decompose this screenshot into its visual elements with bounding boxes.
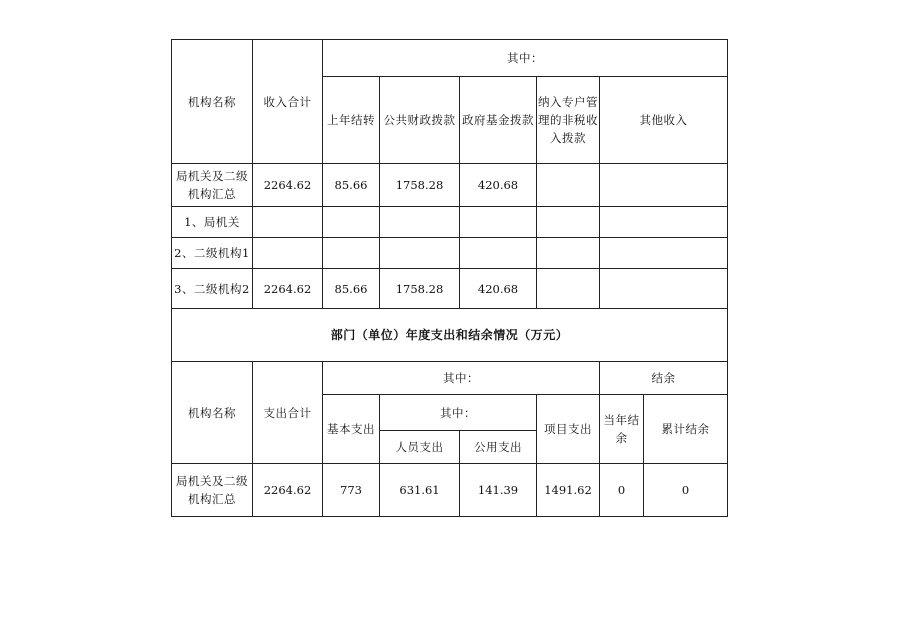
expense-row-current-balance: 0 bbox=[600, 464, 644, 517]
income-row-prev: 85.66 bbox=[323, 269, 380, 309]
expense-row-name: 局机关及二级机构汇总 bbox=[172, 464, 253, 517]
income-col-other-header: 其他收入 bbox=[600, 77, 728, 164]
expense-row-total: 2264.62 bbox=[253, 464, 323, 517]
expense-col-project-header: 项目支出 bbox=[537, 395, 600, 464]
income-row-nontax bbox=[537, 164, 600, 207]
table-row bbox=[172, 164, 728, 207]
income-row-total: 2264.62 bbox=[253, 164, 323, 207]
income-col-prev-header: 上年结转 bbox=[323, 77, 380, 164]
income-row-public bbox=[380, 238, 460, 269]
income-row-total bbox=[253, 207, 323, 238]
income-col-name-header: 机构名称 bbox=[172, 40, 253, 164]
income-row-other bbox=[600, 164, 728, 207]
income-row-nontax bbox=[537, 238, 600, 269]
expense-row-project: 1491.62 bbox=[537, 464, 600, 517]
income-row-name: 局机关及二级机构汇总 bbox=[172, 164, 253, 207]
income-row-fund bbox=[460, 207, 537, 238]
expense-row-public-use: 141.39 bbox=[460, 464, 537, 517]
income-row-prev: 85.66 bbox=[323, 164, 380, 207]
income-row-public bbox=[380, 207, 460, 238]
income-row-nontax bbox=[537, 269, 600, 309]
income-row-name: 1、局机关 bbox=[172, 207, 253, 238]
income-col-nontax-header: 纳入专户管理的非税收入拨款 bbox=[537, 77, 600, 164]
budget-report-table bbox=[171, 39, 728, 517]
expense-col-public-use-header: 公用支出 bbox=[460, 431, 537, 464]
income-row-name: 3、二级机构2 bbox=[172, 269, 253, 309]
expense-group-header: 其中： bbox=[323, 362, 600, 395]
expense-section-title: 部门（单位）年度支出和结余情况（万元） bbox=[172, 309, 728, 362]
income-row-total: 2264.62 bbox=[253, 269, 323, 309]
income-row-other bbox=[600, 269, 728, 309]
expense-col-personnel-header: 人员支出 bbox=[380, 431, 460, 464]
income-row-other bbox=[600, 238, 728, 269]
table-row bbox=[172, 464, 728, 517]
expense-col-basic-header: 基本支出 bbox=[323, 395, 380, 464]
income-row-fund bbox=[460, 238, 537, 269]
income-row-name: 2、二级机构1 bbox=[172, 238, 253, 269]
table-row bbox=[172, 269, 728, 309]
expense-row-cumulative-balance: 0 bbox=[644, 464, 728, 517]
income-row-prev bbox=[323, 238, 380, 269]
expense-col-current-balance-header: 当年结余 bbox=[600, 395, 644, 464]
income-row-fund: 420.68 bbox=[460, 269, 537, 309]
income-row-total bbox=[253, 238, 323, 269]
income-col-total-header: 收入合计 bbox=[253, 40, 323, 164]
expense-subgroup-header: 其中： bbox=[380, 395, 537, 431]
income-col-public-header: 公共财政拨款 bbox=[380, 77, 460, 164]
income-col-fund-header: 政府基金拨款 bbox=[460, 77, 537, 164]
table-row bbox=[172, 207, 728, 238]
expense-col-cumulative-balance-header: 累计结余 bbox=[644, 395, 728, 464]
expense-col-total-header: 支出合计 bbox=[253, 362, 323, 464]
expense-row-personnel: 631.61 bbox=[380, 464, 460, 517]
income-row-prev bbox=[323, 207, 380, 238]
income-row-other bbox=[600, 207, 728, 238]
expense-row-basic: 773 bbox=[323, 464, 380, 517]
income-row-public: 1758.28 bbox=[380, 269, 460, 309]
income-row-nontax bbox=[537, 207, 600, 238]
income-row-public: 1758.28 bbox=[380, 164, 460, 207]
expense-col-name-header: 机构名称 bbox=[172, 362, 253, 464]
table-row bbox=[172, 238, 728, 269]
expense-balance-header: 结余 bbox=[600, 362, 728, 395]
income-row-fund: 420.68 bbox=[460, 164, 537, 207]
income-group-header: 其中： bbox=[323, 40, 728, 77]
